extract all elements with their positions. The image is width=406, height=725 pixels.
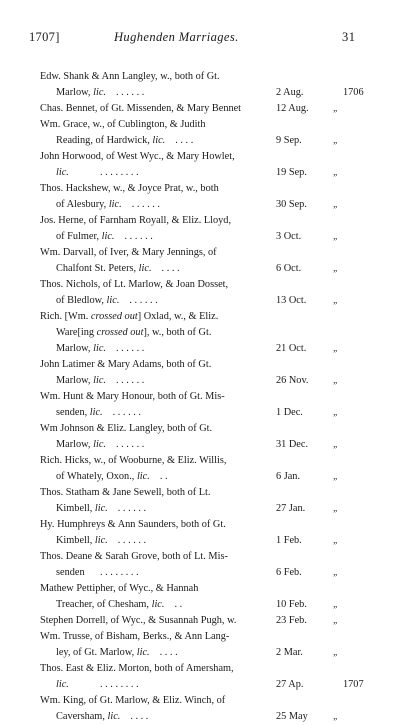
entry-line: Wm. Darvall, of Iver, & Mary Jennings, of — [40, 247, 217, 258]
marriage-entry — [0, 453, 406, 485]
leader-dots: . . . . — [159, 647, 178, 658]
ditto-mark: „ — [333, 200, 338, 210]
entry-continuation: senden, lic. — [56, 407, 103, 418]
leader-dots: . . . . . . . . — [100, 167, 139, 178]
marriage-entry — [0, 629, 406, 661]
entry-year: 1706 — [343, 87, 364, 98]
leader-dots: . . . . . . — [115, 375, 145, 386]
marriage-entry — [0, 149, 406, 181]
marriage-entry — [0, 693, 406, 725]
marriage-entry — [0, 69, 406, 101]
entry-line: Wm. King, of Gt. Marlow, & Eliz. Winch, of — [40, 695, 226, 706]
entry-date: 26 Nov. — [276, 375, 309, 386]
ditto-mark: „ — [333, 104, 338, 114]
entry-line: Wm. Hunt & Mary Honour, both of Gt. Mis- — [40, 391, 225, 402]
marriage-entry — [0, 357, 406, 389]
leader-dots: . . — [159, 471, 168, 482]
entry-date: 9 Sep. — [276, 135, 302, 146]
entry-continuation: Kimbell, lic. — [56, 503, 108, 514]
entry-line: Wm. Grace, w., of Cublington, & Judith — [40, 119, 206, 130]
leader-dots: . . . . . . — [115, 87, 145, 98]
ditto-mark: „ — [333, 472, 338, 482]
entry-continuation: Marlow, lic. — [56, 87, 106, 98]
entry-date: 2 Aug. — [276, 87, 304, 98]
marriage-entry — [0, 277, 406, 309]
leader-dots: . . . . . . — [129, 295, 158, 306]
entry-continuation: of Fulmer, lic. — [56, 231, 115, 242]
marriage-entry — [0, 213, 406, 245]
marriage-entry — [0, 661, 406, 693]
ditto-mark: „ — [333, 168, 338, 178]
ditto-mark: „ — [333, 376, 338, 386]
entry-line: Wm. Trusse, of Bisham, Berks., & Ann Lang- — [40, 631, 230, 642]
ditto-mark: „ — [333, 504, 338, 514]
ditto-mark: „ — [333, 536, 338, 546]
entry-line: Thos. Statham & Jane Sewell, both of Lt. — [40, 487, 211, 498]
entry-date: 23 Feb. — [276, 615, 307, 626]
entry-date: 31 Dec. — [276, 439, 309, 450]
entry-date: 27 Ap. — [276, 679, 304, 690]
marriage-entry — [0, 245, 406, 277]
entry-line: Thos. Deane & Sarah Grove, both of Lt. Mis- — [40, 551, 228, 562]
entry-continuation: lic. — [56, 679, 69, 690]
header-year: 1707] — [29, 30, 60, 44]
marriage-entry — [0, 181, 406, 213]
entry-line: John Horwood, of West Wyc., & Mary Howlet, — [40, 151, 235, 162]
entry-date: 27 Jan. — [276, 503, 306, 514]
entry-date: 2 Mar. — [276, 647, 303, 658]
leader-dots: . . . . . . . . — [100, 679, 139, 690]
page-title: Hughenden Marriages. — [114, 30, 239, 44]
entry-line: Jos. Herne, of Farnham Royall, & Eliz. Lloyd, — [40, 215, 232, 226]
marriage-entry — [0, 101, 406, 117]
leader-dots: . . . . . . . . — [100, 567, 139, 578]
entry-continuation: Marlow, lic. — [56, 343, 106, 354]
entry-line: John Latimer & Mary Adams, both of Gt. — [40, 359, 212, 370]
leader-dots: . . . . — [175, 135, 194, 146]
entry-line: Edw. Shank & Ann Langley, w., both of Gt. — [40, 71, 220, 82]
entry-line: Thos. Nichols, of Lt. Marlow, & Joan Dosset, — [40, 279, 229, 290]
entry-line: Thos. East & Eliz. Morton, both of Amersham, — [40, 663, 234, 674]
leader-dots: . . . . — [161, 263, 180, 274]
leader-dots: . . . . — [130, 711, 149, 722]
entry-continuation: of Bledlow, lic. — [56, 295, 120, 306]
entry-line: Chas. Bennet, of Gt. Missenden, & Mary Bennet — [40, 103, 242, 114]
marriage-entries — [0, 69, 406, 725]
ditto-mark: „ — [333, 264, 338, 274]
ditto-mark: „ — [333, 616, 338, 626]
entry-continuation: Ware[ing crossed out], w., both of Gt. — [56, 327, 212, 338]
entry-line: Wm Johnson & Eliz. Langley, both of Gt. — [40, 423, 213, 434]
entry-continuation: Kimbell, lic. — [56, 535, 108, 546]
marriage-entry — [0, 613, 406, 629]
entry-continuation: of Whately, Oxon., lic. — [56, 471, 150, 482]
entry-continuation: Marlow, lic. — [56, 375, 106, 386]
entry-date: 10 Feb. — [276, 599, 307, 610]
entry-date: 1 Feb. — [276, 535, 302, 546]
marriage-entry — [0, 485, 406, 517]
leader-dots: . . . . . . — [115, 343, 145, 354]
marriage-entry — [0, 421, 406, 453]
leader-dots: . . . . . . — [124, 231, 153, 242]
marriage-entry — [0, 517, 406, 549]
leader-dots: . . . . . . — [131, 199, 161, 210]
leader-dots: . . . . . . — [117, 535, 147, 546]
entry-line: Thos. Hackshew, w., & Joyce Prat, w., both — [40, 183, 219, 194]
entry-continuation: Caversham, lic. — [56, 711, 121, 722]
entry-line: Hy. Humphreys & Ann Saunders, both of Gt. — [40, 519, 226, 530]
ditto-mark: „ — [333, 296, 338, 306]
entry-date: 6 Oct. — [276, 263, 302, 274]
ditto-mark: „ — [333, 712, 338, 722]
entry-continuation: Marlow, lic. — [56, 439, 106, 450]
entry-date: 6 Feb. — [276, 567, 302, 578]
marriage-entry — [0, 117, 406, 149]
entry-date: 25 May — [276, 711, 308, 722]
entry-continuation: of Alesbury, lic. — [56, 199, 122, 210]
ditto-mark: „ — [333, 232, 338, 242]
ditto-mark: „ — [333, 600, 338, 610]
entry-date: 6 Jan. — [276, 471, 301, 482]
leader-dots: . . — [174, 599, 183, 610]
entry-line: Stephen Dorrell, of Wyc., & Susannah Pugh, w. — [40, 615, 237, 626]
ditto-mark: „ — [333, 568, 338, 578]
entry-date: 21 Oct. — [276, 343, 307, 354]
entry-continuation: senden — [56, 567, 85, 578]
marriage-entry — [0, 309, 406, 357]
entry-continuation: lic. — [56, 167, 69, 178]
entry-continuation: Treacher, of Chesham, lic. — [56, 599, 165, 610]
entry-date: 1 Dec. — [276, 407, 303, 418]
entry-date: 3 Oct. — [276, 231, 302, 242]
entry-line: Rich. [Wm. crossed out] Oxlad, w., & Eliz. — [40, 311, 219, 322]
running-header — [0, 30, 406, 48]
ditto-mark: „ — [333, 344, 338, 354]
entry-continuation: ley, of Gt. Marlow, lic. — [56, 647, 150, 658]
ditto-mark: „ — [333, 440, 338, 450]
entry-line: Rich. Hicks, w., of Wooburne, & Eliz. Willis, — [40, 455, 227, 466]
leader-dots: . . . . . . — [117, 503, 147, 514]
entry-date: 30 Sep. — [276, 199, 307, 210]
marriage-entry — [0, 389, 406, 421]
entry-date: 12 Aug. — [276, 103, 309, 114]
entry-year: 1707 — [343, 679, 364, 690]
ditto-mark: „ — [333, 648, 338, 658]
ditto-mark: „ — [333, 408, 338, 418]
ditto-mark: „ — [333, 136, 338, 146]
leader-dots: . . . . . . — [115, 439, 145, 450]
entry-continuation: Chalfont St. Peters, lic. — [56, 263, 152, 274]
page-number: 31 — [342, 30, 356, 44]
marriage-entry — [0, 549, 406, 581]
entry-date: 19 Sep. — [276, 167, 307, 178]
entry-date: 13 Oct. — [276, 295, 307, 306]
entry-line: Mathew Pettipher, of Wyc., & Hannah — [40, 583, 199, 594]
entry-continuation: Reading, of Hardwick, lic. — [56, 135, 166, 146]
marriage-entry — [0, 581, 406, 613]
leader-dots: . . . . . . — [112, 407, 141, 418]
